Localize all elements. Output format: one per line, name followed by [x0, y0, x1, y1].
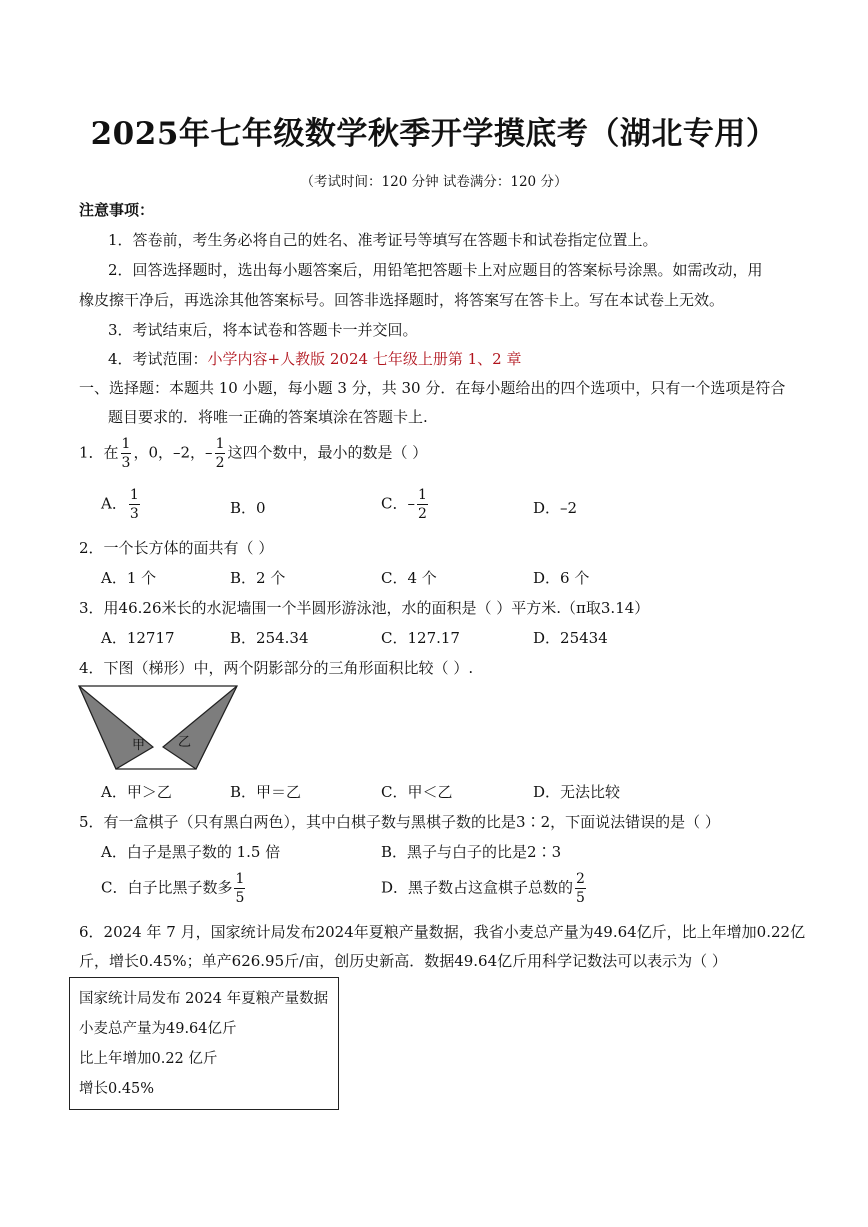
q4-option-d[interactable]: D．无法比较: [533, 783, 621, 801]
denominator: 2: [417, 506, 427, 522]
option-label: A．: [101, 494, 127, 513]
q1-option-a[interactable]: [101, 488, 142, 521]
option-text: C．白子比黑子数多: [101, 878, 233, 897]
q4-option-a[interactable]: A．甲＞乙: [101, 783, 172, 801]
shaded-triangle-left: [79, 686, 153, 769]
denominator: 3: [129, 506, 139, 522]
q2-option-d[interactable]: D．6 个: [533, 569, 590, 587]
q5-option-d[interactable]: [381, 872, 588, 905]
q4-option-b[interactable]: B．甲＝乙: [230, 783, 302, 801]
numerator: 1: [129, 487, 139, 503]
numerator: 1: [215, 436, 225, 452]
notice-item-4: [108, 348, 521, 369]
fraction: [129, 488, 140, 521]
question-1-stem: [79, 437, 427, 470]
numerator: 1: [235, 871, 245, 887]
section-1-instruction: 题目要求的．将唯一正确的答案填涂在答题卡上.: [108, 408, 428, 426]
notice-heading: 注意事项：: [79, 201, 155, 219]
box-line-4: 增长0.45%: [79, 1081, 155, 1097]
q5-option-b[interactable]: B．黑子与白子的比是2∶3: [381, 843, 562, 861]
notice-item-1: 1．答卷前，考生务必将自己的姓名、准考证号等填写在答题卡和试卷指定位置上。: [108, 231, 658, 249]
q1-option-c[interactable]: [381, 488, 430, 521]
question-4-stem: 4．下图（梯形）中，两个阴影部分的三角形面积比较（ ）.: [79, 659, 474, 677]
fraction: [417, 488, 428, 521]
denominator: 2: [215, 455, 225, 471]
box-line-2: 小麦总产量为49.64亿斤: [79, 1021, 237, 1037]
question-5-stem: 5．有一盒棋子（只有黑白两色），其中白棋子数与黑棋子数的比是3∶2，下面说法错误的是（ ）: [79, 813, 720, 831]
q1-option-b[interactable]: B．0: [230, 499, 266, 517]
fraction: [215, 437, 226, 470]
numerator: 1: [417, 487, 427, 503]
page-title: 2025年七年级数学秋季开学摸底考（湖北专用）: [90, 116, 778, 152]
q5-option-c[interactable]: [101, 872, 247, 905]
box-line-3: 比上年增加0.22 亿斤: [79, 1051, 218, 1067]
numerator: 1: [121, 436, 131, 452]
q4-option-c[interactable]: C．甲＜乙: [381, 783, 453, 801]
q2-option-a[interactable]: A．1 个: [101, 569, 157, 587]
option-label: C．–: [381, 494, 415, 513]
q1-suffix: 这四个数中，最小的数是（ ）: [227, 443, 428, 462]
fraction: [121, 437, 132, 470]
section-1-heading: 一、选择题：本题共 10 小题，每小题 3 分，共 30 分．在每小题给出的四个选项中，只有一个选项是符合: [79, 379, 786, 397]
q3-option-a[interactable]: A．12717: [101, 629, 175, 647]
q3-option-d[interactable]: D．25434: [533, 629, 608, 647]
exam-info: （考试时间：120 分钟 试卷满分：120 分）: [300, 174, 568, 190]
q1-option-d[interactable]: D．–2: [533, 499, 578, 517]
notice-item-2-line1: 2．回答选择题时，选出每小题答案后，用铅笔把答题卡上对应题目的答案标号涂黑。如需改动，用: [108, 261, 763, 279]
data-info-box: [69, 977, 339, 1110]
q2-option-b[interactable]: B．2 个: [230, 569, 286, 587]
notice-item-4-prefix: 4．考试范围：: [108, 350, 208, 368]
notice-item-3: 3．考试结束后，将本试卷和答题卡一并交回。: [108, 321, 418, 339]
question-2-stem: 2．一个长方体的面共有（ ）: [79, 539, 274, 557]
question-6-stem-line2: 斤，增长0.45%；单产626.95斤/亩，创历史新高．数据49.64亿斤用科学记数法可以表示为（ ）: [79, 952, 727, 970]
q1-prefix: 1．在: [79, 443, 119, 462]
denominator: 5: [576, 890, 585, 906]
label-jia: 甲: [132, 738, 146, 753]
box-line-1: 国家统计局发布 2024 年夏粮产量数据: [79, 991, 329, 1007]
question-3-stem: 3．用46.26米长的水泥墙围一个半圆形游泳池，水的面积是（ ）平方米.（π取3.14）: [79, 599, 650, 617]
exam-scope: 小学内容+人教版 2024 七年级上册第 1、2 章: [207, 350, 522, 368]
shaded-triangle-right: [163, 686, 237, 769]
q1-middle: ，0，–2，–: [133, 443, 213, 462]
fraction: [234, 872, 245, 905]
denominator: 3: [121, 455, 131, 471]
fraction: [575, 872, 586, 905]
option-text: D．黑子数占这盒棋子总数的: [381, 878, 574, 897]
q3-option-c[interactable]: C．127.17: [381, 629, 460, 647]
question-6-stem-line1: 6．2024 年 7 月，国家统计局发布2024年夏粮产量数据，我省小麦总产量为49.64亿斤，比上年增加0.22亿: [79, 923, 806, 941]
label-yi: 乙: [178, 735, 192, 750]
trapezoid-figure: [78, 685, 238, 771]
q5-option-a[interactable]: A．白子是黑子数的 1.5 倍: [101, 843, 281, 861]
q3-option-b[interactable]: B．254.34: [230, 629, 309, 647]
numerator: 2: [576, 871, 585, 887]
q2-option-c[interactable]: C．4 个: [381, 569, 437, 587]
denominator: 5: [235, 890, 245, 906]
notice-item-2-line2: 橡皮擦干净后，再选涂其他答案标号。回答非选择题时，将答案写在答卡上。写在本试卷上无效。: [79, 291, 725, 309]
